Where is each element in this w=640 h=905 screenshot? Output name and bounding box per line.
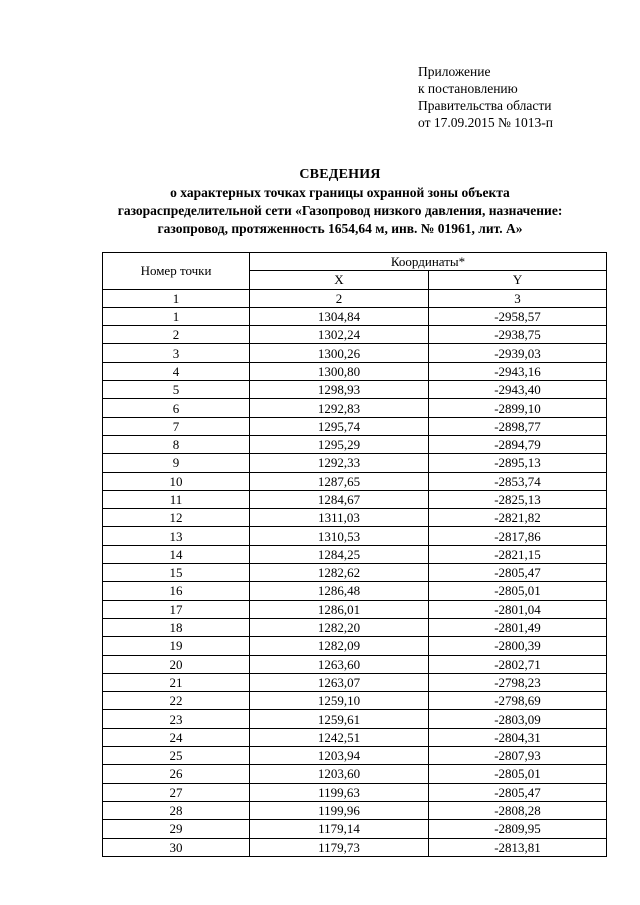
- x-coordinate-cell: 1179,73: [250, 838, 429, 856]
- y-coordinate-cell: -2817,86: [429, 527, 607, 545]
- table-row: [103, 728, 607, 746]
- table-row: [103, 838, 607, 856]
- x-coordinate-cell: 1286,01: [250, 600, 429, 618]
- y-coordinate-cell: -2798,69: [429, 692, 607, 710]
- x-coordinate-cell: 1242,51: [250, 728, 429, 746]
- y-coordinate-cell: -2813,81: [429, 838, 607, 856]
- x-coordinate-cell: 1286,48: [250, 582, 429, 600]
- x-coordinate-cell: 1282,20: [250, 618, 429, 636]
- x-coordinate-cell: 1298,93: [250, 381, 429, 399]
- x-coordinate-cell: 1287,65: [250, 472, 429, 490]
- table-row: [103, 801, 607, 819]
- y-coordinate-cell: -2808,28: [429, 801, 607, 819]
- point-number-cell: 20: [103, 655, 250, 673]
- x-coordinate-cell: 1295,74: [250, 417, 429, 435]
- appendix-block: [418, 63, 553, 131]
- point-number-cell: 23: [103, 710, 250, 728]
- y-coordinate-cell: -2809,95: [429, 820, 607, 838]
- point-number-cell: 6: [103, 399, 250, 417]
- x-coordinate-cell: 1295,29: [250, 435, 429, 453]
- point-number-cell: 13: [103, 527, 250, 545]
- y-coordinate-cell: -2805,47: [429, 564, 607, 582]
- x-coordinate-cell: 1259,61: [250, 710, 429, 728]
- appendix-line: Приложение: [418, 64, 491, 79]
- x-coordinate-cell: 1199,63: [250, 783, 429, 801]
- point-number-cell: 22: [103, 692, 250, 710]
- document-title: СВЕДЕНИЯ: [299, 167, 381, 182]
- table-row: [103, 600, 607, 618]
- table-row: [103, 381, 607, 399]
- y-coordinate-cell: -2899,10: [429, 399, 607, 417]
- x-coordinate-cell: 1282,09: [250, 637, 429, 655]
- table-row: [103, 655, 607, 673]
- table-row: [103, 820, 607, 838]
- x-coordinate-cell: 1292,33: [250, 454, 429, 472]
- point-number-cell: 3: [103, 344, 250, 362]
- table-row: [103, 710, 607, 728]
- y-coordinate-cell: -2939,03: [429, 344, 607, 362]
- y-coordinate-cell: -2898,77: [429, 417, 607, 435]
- table-row: [103, 618, 607, 636]
- header-point-number: Номер точки: [103, 253, 250, 290]
- y-coordinate-cell: -2805,01: [429, 582, 607, 600]
- table-row: [103, 307, 607, 325]
- x-coordinate-cell: 1304,84: [250, 307, 429, 325]
- y-coordinate-cell: -2821,82: [429, 509, 607, 527]
- point-number-cell: 17: [103, 600, 250, 618]
- y-coordinate-cell: -2825,13: [429, 490, 607, 508]
- x-coordinate-cell: 1284,67: [250, 490, 429, 508]
- point-number-cell: 5: [103, 381, 250, 399]
- header-y: Y: [429, 271, 607, 289]
- x-coordinate-cell: 1311,03: [250, 509, 429, 527]
- x-coordinate-cell: 1179,14: [250, 820, 429, 838]
- appendix-line: от 17.09.2015 № 1013-п: [418, 115, 553, 130]
- point-number-cell: 29: [103, 820, 250, 838]
- point-number-cell: 1: [103, 307, 250, 325]
- table-row: [103, 582, 607, 600]
- table-row: [103, 765, 607, 783]
- y-coordinate-cell: -2938,75: [429, 326, 607, 344]
- heading-line: газопровод, протяженность 1654,64 м, инв. № 01961, лит. А»: [157, 221, 523, 236]
- y-coordinate-cell: -2802,71: [429, 655, 607, 673]
- y-coordinate-cell: -2853,74: [429, 472, 607, 490]
- table-row: [103, 454, 607, 472]
- y-coordinate-cell: -2798,23: [429, 673, 607, 691]
- column-number: 2: [250, 289, 429, 307]
- coordinates-table: [102, 252, 607, 857]
- y-coordinate-cell: -2821,15: [429, 545, 607, 563]
- point-number-cell: 21: [103, 673, 250, 691]
- point-number-cell: 24: [103, 728, 250, 746]
- table-row: [103, 673, 607, 691]
- point-number-cell: 19: [103, 637, 250, 655]
- point-number-cell: 27: [103, 783, 250, 801]
- x-coordinate-cell: 1302,24: [250, 326, 429, 344]
- point-number-cell: 12: [103, 509, 250, 527]
- table-row: [103, 783, 607, 801]
- document-heading: [60, 166, 620, 238]
- table-row: [103, 637, 607, 655]
- appendix-line: Правительства области: [418, 98, 552, 113]
- x-coordinate-cell: 1300,80: [250, 362, 429, 380]
- heading-line: газораспределительной сети «Газопровод низкого давления, назначение:: [117, 203, 563, 218]
- table-row: [103, 417, 607, 435]
- point-number-cell: 15: [103, 564, 250, 582]
- column-number-row: [103, 289, 607, 307]
- y-coordinate-cell: -2805,47: [429, 783, 607, 801]
- y-coordinate-cell: -2958,57: [429, 307, 607, 325]
- y-coordinate-cell: -2804,31: [429, 728, 607, 746]
- x-coordinate-cell: 1203,94: [250, 747, 429, 765]
- point-number-cell: 26: [103, 765, 250, 783]
- column-number: 3: [429, 289, 607, 307]
- point-number-cell: 7: [103, 417, 250, 435]
- y-coordinate-cell: -2943,40: [429, 381, 607, 399]
- heading-line: о характерных точках границы охранной зоны объекта: [170, 185, 510, 200]
- column-number: 1: [103, 289, 250, 307]
- x-coordinate-cell: 1310,53: [250, 527, 429, 545]
- point-number-cell: 25: [103, 747, 250, 765]
- point-number-cell: 8: [103, 435, 250, 453]
- header-row: [103, 253, 607, 271]
- table-row: [103, 692, 607, 710]
- point-number-cell: 10: [103, 472, 250, 490]
- table-row: [103, 344, 607, 362]
- x-coordinate-cell: 1292,83: [250, 399, 429, 417]
- point-number-cell: 9: [103, 454, 250, 472]
- point-number-cell: 2: [103, 326, 250, 344]
- y-coordinate-cell: -2807,93: [429, 747, 607, 765]
- table-row: [103, 564, 607, 582]
- point-number-cell: 14: [103, 545, 250, 563]
- table-row: [103, 747, 607, 765]
- y-coordinate-cell: -2895,13: [429, 454, 607, 472]
- y-coordinate-cell: -2894,79: [429, 435, 607, 453]
- header-x: X: [250, 271, 429, 289]
- table-row: [103, 326, 607, 344]
- header-coordinates: Координаты*: [250, 253, 607, 271]
- point-number-cell: 16: [103, 582, 250, 600]
- x-coordinate-cell: 1263,60: [250, 655, 429, 673]
- x-coordinate-cell: 1259,10: [250, 692, 429, 710]
- point-number-cell: 4: [103, 362, 250, 380]
- y-coordinate-cell: -2943,16: [429, 362, 607, 380]
- y-coordinate-cell: -2805,01: [429, 765, 607, 783]
- table-body: [103, 307, 607, 856]
- y-coordinate-cell: -2803,09: [429, 710, 607, 728]
- x-coordinate-cell: 1300,26: [250, 344, 429, 362]
- table-row: [103, 545, 607, 563]
- x-coordinate-cell: 1199,96: [250, 801, 429, 819]
- x-coordinate-cell: 1284,25: [250, 545, 429, 563]
- point-number-cell: 18: [103, 618, 250, 636]
- x-coordinate-cell: 1263,07: [250, 673, 429, 691]
- table-header: [103, 253, 607, 308]
- point-number-cell: 11: [103, 490, 250, 508]
- y-coordinate-cell: -2800,39: [429, 637, 607, 655]
- table-row: [103, 399, 607, 417]
- table-row: [103, 472, 607, 490]
- x-coordinate-cell: 1203,60: [250, 765, 429, 783]
- table-row: [103, 509, 607, 527]
- table-row: [103, 362, 607, 380]
- table-row: [103, 527, 607, 545]
- appendix-line: к постановлению: [418, 81, 518, 96]
- point-number-cell: 30: [103, 838, 250, 856]
- y-coordinate-cell: -2801,04: [429, 600, 607, 618]
- table-row: [103, 435, 607, 453]
- x-coordinate-cell: 1282,62: [250, 564, 429, 582]
- y-coordinate-cell: -2801,49: [429, 618, 607, 636]
- point-number-cell: 28: [103, 801, 250, 819]
- table-row: [103, 490, 607, 508]
